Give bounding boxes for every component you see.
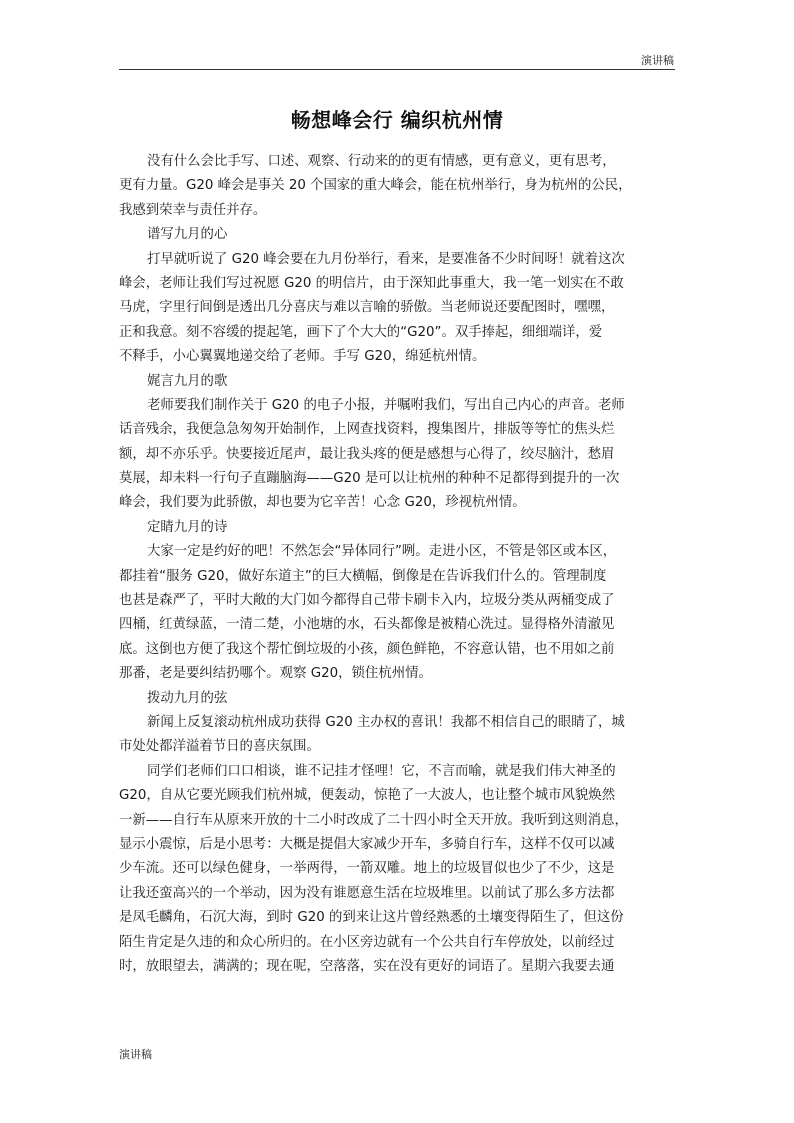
text-line: 不释手，小心翼翼地递交给了老师。手写 G20，绵延杭州情。 xyxy=(119,349,486,365)
text-line: 话音残余，我便急急匆匆开始制作，上网查找资料，搜集图片，排版等等忙的焦头烂 xyxy=(119,422,615,438)
text-line: 老师要我们制作关于 G20 的电子小报，并嘱咐我们，写出自己内心的声音。老师 xyxy=(147,397,625,413)
text-line: 四桶，红黄绿蓝，一清二楚，小池塘的水，石头都像是被精心洗过。显得格外清澈见 xyxy=(119,617,615,633)
text-line: 更有力量。G20 峰会是事关 20 个国家的重大峰会，能在杭州举行，身为杭州的公民， xyxy=(119,178,632,194)
text-line: 打早就听说了 G20 峰会要在九月份举行，看来，是要准备不少时间呀！就着这次 xyxy=(147,251,625,267)
text-line: 一新——自行车从原来开放的十二小时改成了二十四小时全天开放。我听到这则消息， xyxy=(119,812,628,828)
text-line: 都挂着“服务 G20，做好东道主”的巨大横幅，倒像是在告诉我们什么的。管理制度 xyxy=(119,568,607,584)
text-line: 显示小震惊，后是小思考：大概是提倡大家减少开车，多骑自行车，这样不仅可以减 xyxy=(119,836,615,852)
document-body xyxy=(119,150,679,979)
text-line: 谱写九月的心 xyxy=(147,227,228,243)
text-line: 让我还蛮高兴的一个举动，因为没有谁愿意生活在垃圾堆里。以前试了那么多方法都 xyxy=(119,885,615,901)
text-line: 新闻上反复滚动杭州成功获得 G20 主办权的喜讯！我都不相信自己的眼睛了，城 xyxy=(147,714,625,730)
text-line: 是凤毛麟角，石沉大海，到时 G20 的到来让这片曾经熟悉的土壤变得陌生了，但这份 xyxy=(119,910,624,926)
text-line: 拨动九月的弦 xyxy=(147,690,228,706)
text-line: 峰会，老师让我们写过祝愿 G20 的明信片，由于深知此事重大，我一笔一划实在不敢 xyxy=(119,275,624,291)
header-divider xyxy=(119,69,675,70)
footer-label: 演讲稿 xyxy=(119,1048,152,1061)
text-line: 娓言九月的歌 xyxy=(147,373,228,389)
text-line: 陌生肯定是久违的和众心所归的。在小区旁边就有一个公共自行车停放处，以前经过 xyxy=(119,934,615,950)
text-line: 定睛九月的诗 xyxy=(147,519,228,535)
text-line: 峰会，我们要为此骄傲，却也要为它辛苦！心念 G20，珍视杭州情。 xyxy=(119,495,526,511)
text-line: 莫展，却未料一行句子直蹦脑海——G20 是可以让杭州的种种不足都得到提升的一次 xyxy=(119,471,620,487)
document-title: 畅想峰会行 编织杭州情 xyxy=(290,108,504,132)
text-line: 同学们老师们口口相谈，谁不记挂才怪哩！它，不言而喻，就是我们伟大神圣的 xyxy=(147,763,616,779)
text-line: 底。这倒也方便了我这个帮忙倒垃圾的小孩，颜色鲜艳，不容意认错，也不用如之前 xyxy=(119,641,615,657)
text-line: 没有什么会比手写、口述、观察、行动来的的更有情感，更有意义，更有思考， xyxy=(147,154,616,169)
text-line: 正和我意。刻不容缓的提起笔，画下了个大大的“G20”。双手捧起，细细端详，爱 xyxy=(119,324,603,340)
text-line: 市处处都洋溢着节日的喜庆氛围。 xyxy=(119,739,320,755)
header-label: 演讲稿 xyxy=(641,54,674,67)
text-line: 马虎，字里行间倒是透出几分喜庆与难以言喻的骄傲。当老师说还要配图时，嘿嘿， xyxy=(119,300,615,316)
text-line: 那番，老是要纠结扔哪个。观察 G20，锁住杭州情。 xyxy=(119,666,432,682)
text-line: 也甚是森严了，平时大敞的大门如今都得自己带卡刷卡入内，垃圾分类从两桶变成了 xyxy=(119,593,615,609)
text-line: 少车流。还可以绿色健身，一举两得，一箭双雕。地上的垃圾冒似也少了不少，这是 xyxy=(119,861,615,877)
text-line: 额，却不亦乐乎。快要接近尾声，最让我头疼的便是感想与心得了，绞尽脑汁，愁眉 xyxy=(119,446,615,462)
text-line: 时，放眼望去，满满的；现在呢，空落落，实在没有更好的词语了。星期六我要去通 xyxy=(119,958,615,974)
text-line: 我感到荣幸与责任并存。 xyxy=(119,202,267,218)
text-line: 大家一定是约好的吧！不然怎会“异体同行”咧。走进小区，不管是邻区或本区， xyxy=(147,544,617,560)
text-line: G20，自从它要光顾我们杭州城，便轰动，惊艳了一大波人，也让整个城市风貌焕然 xyxy=(119,788,616,804)
